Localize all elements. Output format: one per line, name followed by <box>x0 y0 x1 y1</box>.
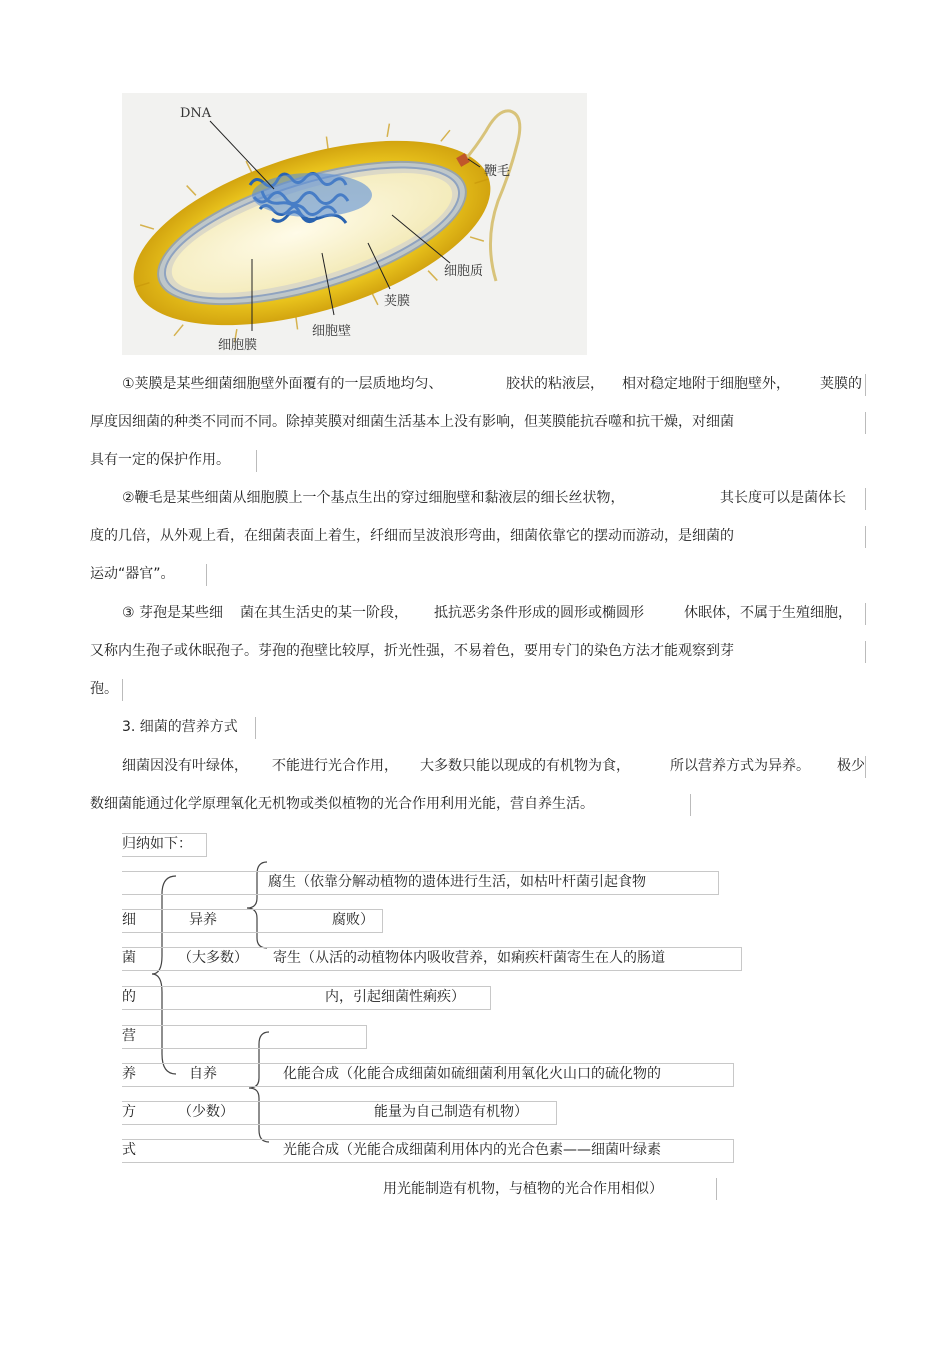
p3-line1-c: 抵抗恶劣条件形成的圆形或椭圆形 <box>434 605 644 621</box>
p2-line2: 度的几倍，从外观上看，在细菌表面上着生，纤细而呈波浪形弯曲，细菌依靠它的摆动而游动，是细菌的 <box>90 528 734 544</box>
p2-line1-b: 其长度可以是菌体长 <box>720 490 846 506</box>
paragraph-margin-rule <box>256 450 257 472</box>
p3-line1-b: 菌在其生活史的某一阶段， <box>240 605 408 621</box>
saprophytic-line2: 腐败） <box>332 912 374 928</box>
photosynthesis-line1: 光能合成（光能合成细菌利用体内的光合色素——细菌叶绿素 <box>283 1142 661 1158</box>
summary-label: 归纳如下： <box>122 836 192 852</box>
paragraph-margin-rule <box>865 374 866 396</box>
chemosynthesis-line2: 能量为自己制造有机物） <box>374 1104 528 1120</box>
p4-line1-e: 极少 <box>837 758 865 774</box>
heterotroph-note: （大多数） <box>178 950 248 966</box>
label-flagellum: 鞭毛 <box>484 164 511 179</box>
paragraph-margin-rule <box>206 564 207 586</box>
paragraph-margin-rule <box>865 641 866 663</box>
p1-line1-b: 胶状的粘液层， <box>506 376 604 392</box>
paragraph-margin-rule <box>122 679 123 701</box>
bacterium-illustration <box>122 93 587 355</box>
p3-line1-a: ③ 芽孢是某些细 <box>122 605 224 621</box>
row-box <box>122 1025 367 1049</box>
bacterium-diagram <box>122 93 587 355</box>
root-char-4: 营 <box>122 1028 136 1044</box>
root-char-1: 细 <box>122 912 136 928</box>
root-char-7: 式 <box>122 1142 136 1158</box>
p1-line1-a: ①荚膜是某些细菌细胞壁外面覆有的一层质地均匀、 <box>122 376 443 392</box>
p1-line1-c: 相对稳定地附于细胞壁外， <box>622 376 790 392</box>
label-dna: DNA <box>180 106 212 121</box>
paragraph-margin-rule <box>865 603 866 625</box>
parasitic-line2: 内，引起细菌性痢疾） <box>325 989 465 1005</box>
saprophytic-line1: 腐生（依靠分解动植物的遗体进行生活，如枯叶杆菌引起食物 <box>268 874 646 890</box>
paragraph-margin-rule <box>255 717 256 739</box>
p1-line3: 具有一定的保护作用。 <box>90 452 230 468</box>
p1-line1-d: 荚膜的 <box>820 376 862 392</box>
dna-fill <box>252 173 372 217</box>
p2-line1-a: ②鞭毛是某些细菌从细胞膜上一个基点生出的穿过细胞壁和黏液层的细长丝状物， <box>122 490 625 506</box>
label-cytoplasm: 细胞质 <box>444 264 484 279</box>
label-cell-membrane: 细胞膜 <box>218 338 258 353</box>
autotroph-note: （少数） <box>178 1104 234 1120</box>
heterotroph-label: 异养 <box>189 912 217 928</box>
p4-line2: 数细菌能通过化学原理氧化无机物或类似植物的光合作用利用光能，营自养生活。 <box>90 796 594 812</box>
autotroph-label: 自养 <box>189 1066 217 1082</box>
p4-line1-b: 不能进行光合作用， <box>272 758 398 774</box>
p3-line3: 孢。 <box>90 681 118 697</box>
p3-line1-d: 休眠体，不属于生殖细胞， <box>684 605 852 621</box>
p1-line2: 厚度因细菌的种类不同而不同。除掉荚膜对细菌生活基本上没有影响，但荚膜能抗吞噬和抗干燥，对细菌 <box>90 414 734 430</box>
root-char-5: 养 <box>122 1066 136 1082</box>
root-char-6: 方 <box>122 1104 136 1120</box>
section-heading: 3. 细菌的营养方式 <box>122 719 238 735</box>
label-capsule: 荚膜 <box>384 294 411 309</box>
p2-line3: 运动“器官”。 <box>90 566 175 582</box>
paragraph-margin-rule <box>865 526 866 548</box>
cell-body <box>122 95 515 355</box>
label-cell-wall: 细胞壁 <box>312 324 352 339</box>
paragraph-margin-rule <box>690 794 691 816</box>
paragraph-margin-rule <box>716 1178 717 1200</box>
parasitic-line1: 寄生（从活的动植物体内吸收营养，如痢疾杆菌寄生在人的肠道 <box>273 950 665 966</box>
paragraph-margin-rule <box>865 756 866 778</box>
root-char-3: 的 <box>122 989 136 1005</box>
photosynthesis-line2: 用光能制造有机物，与植物的光合作用相似） <box>383 1181 663 1197</box>
paragraph-margin-rule <box>865 488 866 510</box>
p4-line1-a: 细菌因没有叶绿体， <box>122 758 248 774</box>
chemosynthesis-line1: 化能合成（化能合成细菌如硫细菌利用氧化火山口的硫化物的 <box>283 1066 661 1082</box>
p3-line2: 又称内生孢子或休眠孢子。芽孢的孢壁比较厚，折光性强，不易着色，要用专门的染色方法才能观察到芽 <box>90 643 734 659</box>
paragraph-margin-rule <box>865 412 866 434</box>
p4-line1-c: 大多数只能以现成的有机物为食， <box>420 758 630 774</box>
root-char-2: 菌 <box>122 950 136 966</box>
p4-line1-d: 所以营养方式为异养。 <box>670 758 810 774</box>
